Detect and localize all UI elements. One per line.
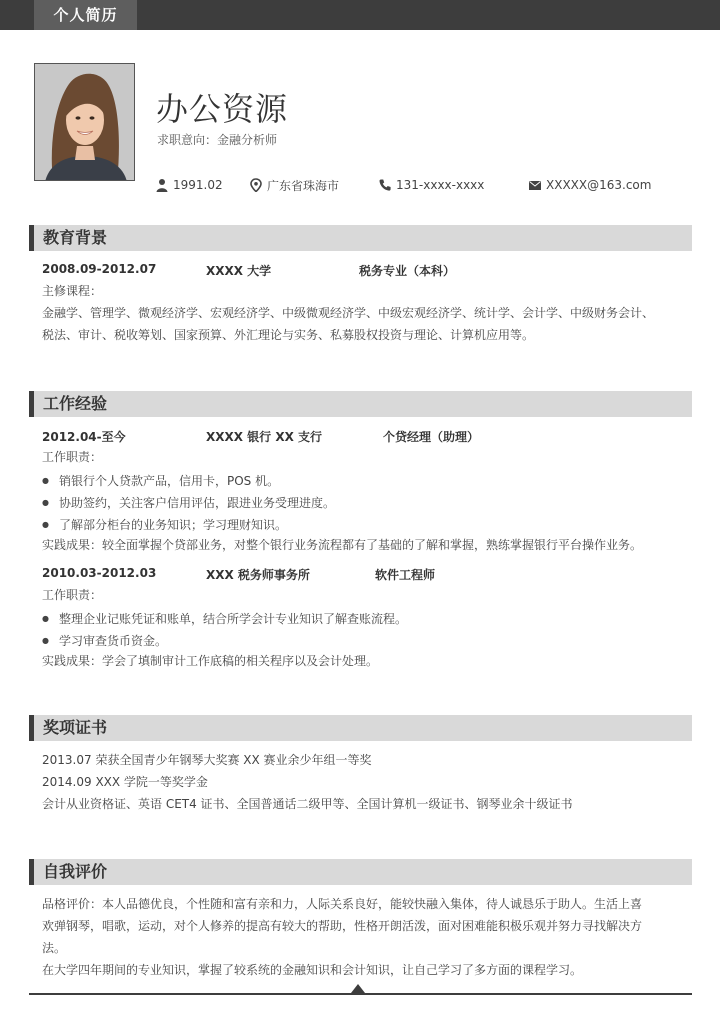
job-duty-item: ● 协助签约，关注客户信用评估，跟进业务受理进度。 xyxy=(42,494,335,511)
edu-courses-line: 税法、审计、税收筹划、国家预算、外汇理论与实务、私募股权投资与理论、计算机应用等。 xyxy=(42,328,535,342)
job-result: 实践成果：较全面掌握个贷部业务，对整个银行业务流程都有了基础的了解和掌握，熟练掌握银行平台操作业务。 xyxy=(42,538,643,552)
job-duty-label: 工作职责： xyxy=(42,588,103,602)
contact-phone xyxy=(378,177,484,193)
job-duty-item: ● 了解部分柜台的业务知识；学习理财知识。 xyxy=(42,516,287,533)
self-eval-line: 在大学四年期间的专业知识，掌握了较系统的金融知识和会计知识，让自己学习了多方面的课程学习。 xyxy=(42,963,583,977)
section-self-header xyxy=(29,859,692,885)
job-period: 2010.03-2012.03 xyxy=(42,566,157,580)
bottom-divider xyxy=(29,993,692,995)
top-bar xyxy=(0,0,720,30)
contact-birth xyxy=(155,177,223,193)
phone-text: 131-xxxx-xxxx xyxy=(396,178,485,192)
section-title: 奖项证书 xyxy=(43,718,108,737)
mail-icon xyxy=(528,178,542,192)
edu-period: 2008.09-2012.07 xyxy=(42,262,157,276)
contact-row xyxy=(0,177,720,193)
job-company: XXXX 银行 XX 支行 xyxy=(206,430,323,444)
job-period: 2012.04-至今 xyxy=(42,430,126,444)
job-duty-item: ● 销银行个人贷款产品，信用卡，POS 机。 xyxy=(42,472,279,489)
job-company: XXX 税务师事务所 xyxy=(206,568,310,582)
edu-courses-line: 金融学、管理学、微观经济学、宏观经济学、中级微观经济学、中级宏观经济学、统计学、会计学、中级财务会计、 xyxy=(42,306,655,320)
edu-courses-label: 主修课程： xyxy=(42,284,103,298)
location-text: 广东省珠海市 xyxy=(267,178,340,193)
self-eval-line: 品格评价：本人品德优良，个性随和富有亲和力，人际关系良好，能较快融入集体，待人诚恳乐于助人。生活上喜 xyxy=(42,897,643,911)
job-intent: 求职意向：金融分析师 xyxy=(157,133,278,147)
self-eval-line: 法。 xyxy=(42,941,67,955)
candidate-name: 办公资源 xyxy=(156,90,289,128)
profile-photo xyxy=(34,63,135,181)
job-duty-label: 工作职责： xyxy=(42,450,103,464)
job-position: 软件工程师 xyxy=(375,568,436,582)
birth-date: 1991.02 xyxy=(173,178,223,192)
phone-icon xyxy=(378,178,392,192)
award-item: 2013.07 荣获全国青少年钢琴大奖赛 XX 赛业余少年组一等奖 xyxy=(42,753,372,767)
contact-location xyxy=(249,177,339,193)
edu-major: 税务专业（本科） xyxy=(359,264,456,278)
person-icon xyxy=(155,178,169,192)
award-item: 会计从业资格证、英语 CET4 证书、全国普通话二级甲等、全国计算机一级证书、钢琴业余十级证书 xyxy=(42,797,573,811)
section-title: 自我评价 xyxy=(43,862,108,881)
section-title: 教育背景 xyxy=(43,228,108,247)
section-title: 工作经验 xyxy=(43,394,108,413)
contact-email xyxy=(528,177,651,193)
resume-tab: 个人简历 xyxy=(34,0,137,30)
section-education-header xyxy=(29,225,692,251)
email-text: XXXXX@163.com xyxy=(546,178,652,192)
award-item: 2014.09 XXX 学院一等奖学金 xyxy=(42,775,208,789)
self-eval-line: 欢弹钢琴，唱歌，运动，对个人修养的提高有较大的帮助，性格开朗活泼，面对困难能积极乐观并努力寻找解决方 xyxy=(42,919,643,933)
job-duty-item: ● 整理企业记账凭证和账单，结合所学会计专业知识了解查账流程。 xyxy=(42,610,407,627)
bottom-arrow-icon xyxy=(351,984,365,993)
section-awards-header xyxy=(29,715,692,741)
section-work-header xyxy=(29,391,692,417)
job-result: 实践成果：学会了填制审计工作底稿的相关程序以及会计处理。 xyxy=(42,654,379,668)
location-pin-icon xyxy=(249,178,263,192)
edu-school: XXXX 大学 xyxy=(206,264,272,278)
job-duty-item: ● 学习审查货币资金。 xyxy=(42,632,167,649)
job-position: 个贷经理（助理） xyxy=(383,430,480,444)
